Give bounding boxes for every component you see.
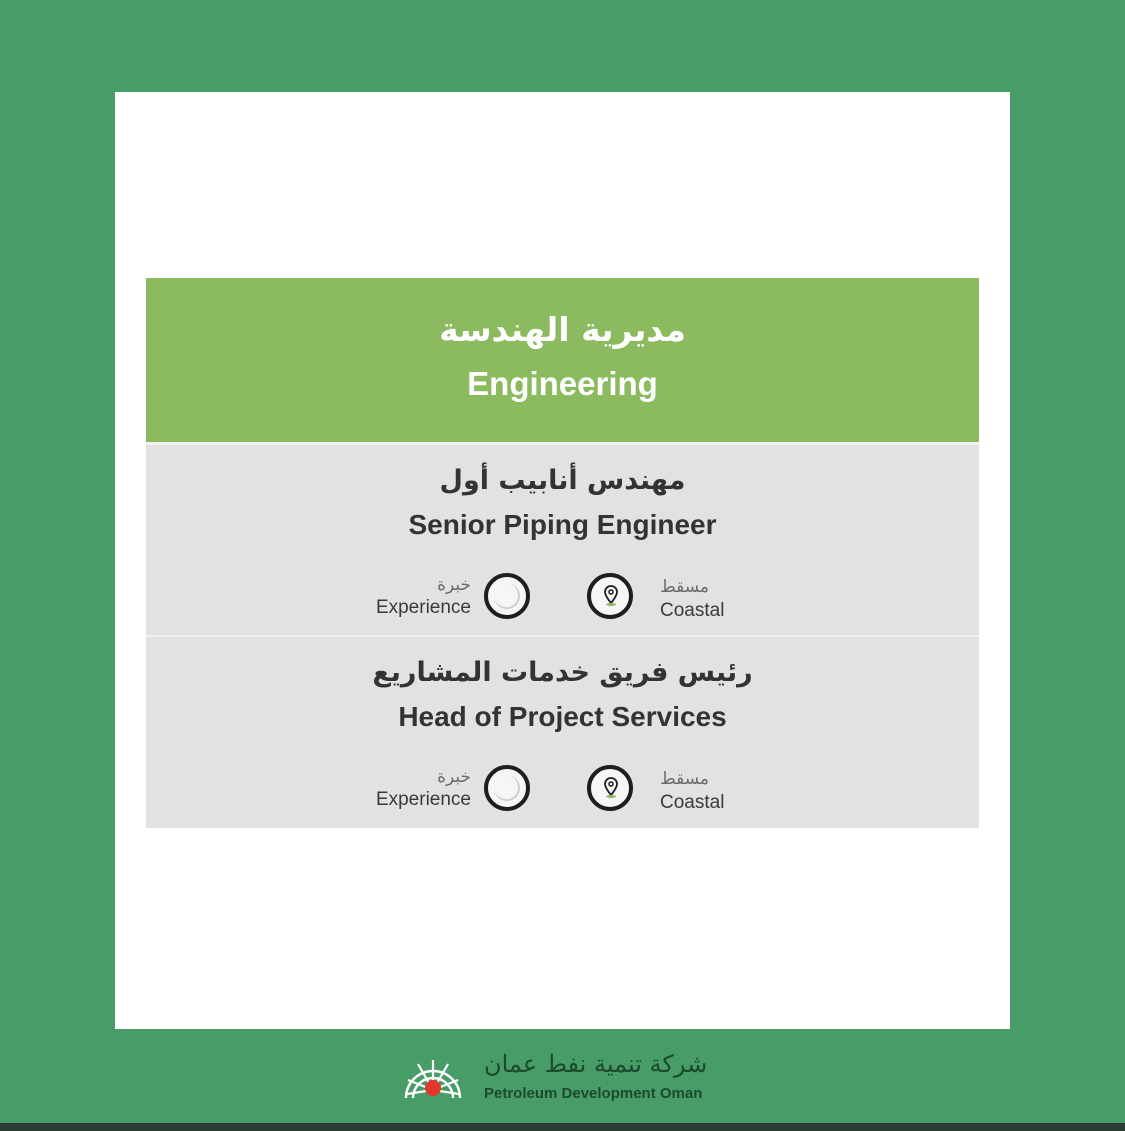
location-info	[586, 765, 786, 821]
experience-info	[346, 573, 546, 629]
location-label-en: Coastal	[660, 600, 725, 621]
experience-label-ar: خبرة	[437, 575, 471, 595]
jobs-table	[146, 278, 979, 828]
clock-circle-icon	[484, 765, 530, 811]
experience-label-en: Experience	[375, 597, 471, 618]
company-name-en: Petroleum Development Oman	[484, 1085, 703, 1102]
job-title-en: Senior Piping Engineer	[408, 509, 717, 540]
experience-label-ar: خبرة	[437, 767, 471, 787]
location-label-en: Coastal	[660, 792, 725, 813]
location-label-ar: مسقط	[660, 769, 710, 789]
job-title-ar: مهندس أنابيب أول	[439, 465, 686, 496]
experience-info	[346, 765, 546, 821]
location-pin-icon	[587, 765, 633, 811]
company-name-ar: شركة تنمية نفط عمان	[484, 1050, 708, 1078]
location-pin-icon	[587, 573, 633, 619]
job-title-en: Head of Project Services	[398, 701, 727, 732]
company-footer	[402, 1048, 732, 1108]
location-label-ar: مسقط	[660, 577, 710, 597]
pdo-logo-icon	[402, 1052, 464, 1111]
clock-circle-icon	[484, 573, 530, 619]
department-title-ar: مديرية الهندسة	[439, 310, 686, 349]
job-row	[146, 635, 979, 828]
bottom-strip	[0, 1123, 1125, 1131]
department-header	[146, 278, 979, 442]
department-title-en: Engineering	[467, 365, 658, 402]
experience-label-en: Experience	[375, 789, 471, 810]
job-row	[146, 442, 979, 635]
job-title-ar: رئيس فريق خدمات المشاريع	[372, 657, 753, 688]
location-info	[586, 573, 786, 629]
job-post-card	[115, 92, 1010, 1029]
